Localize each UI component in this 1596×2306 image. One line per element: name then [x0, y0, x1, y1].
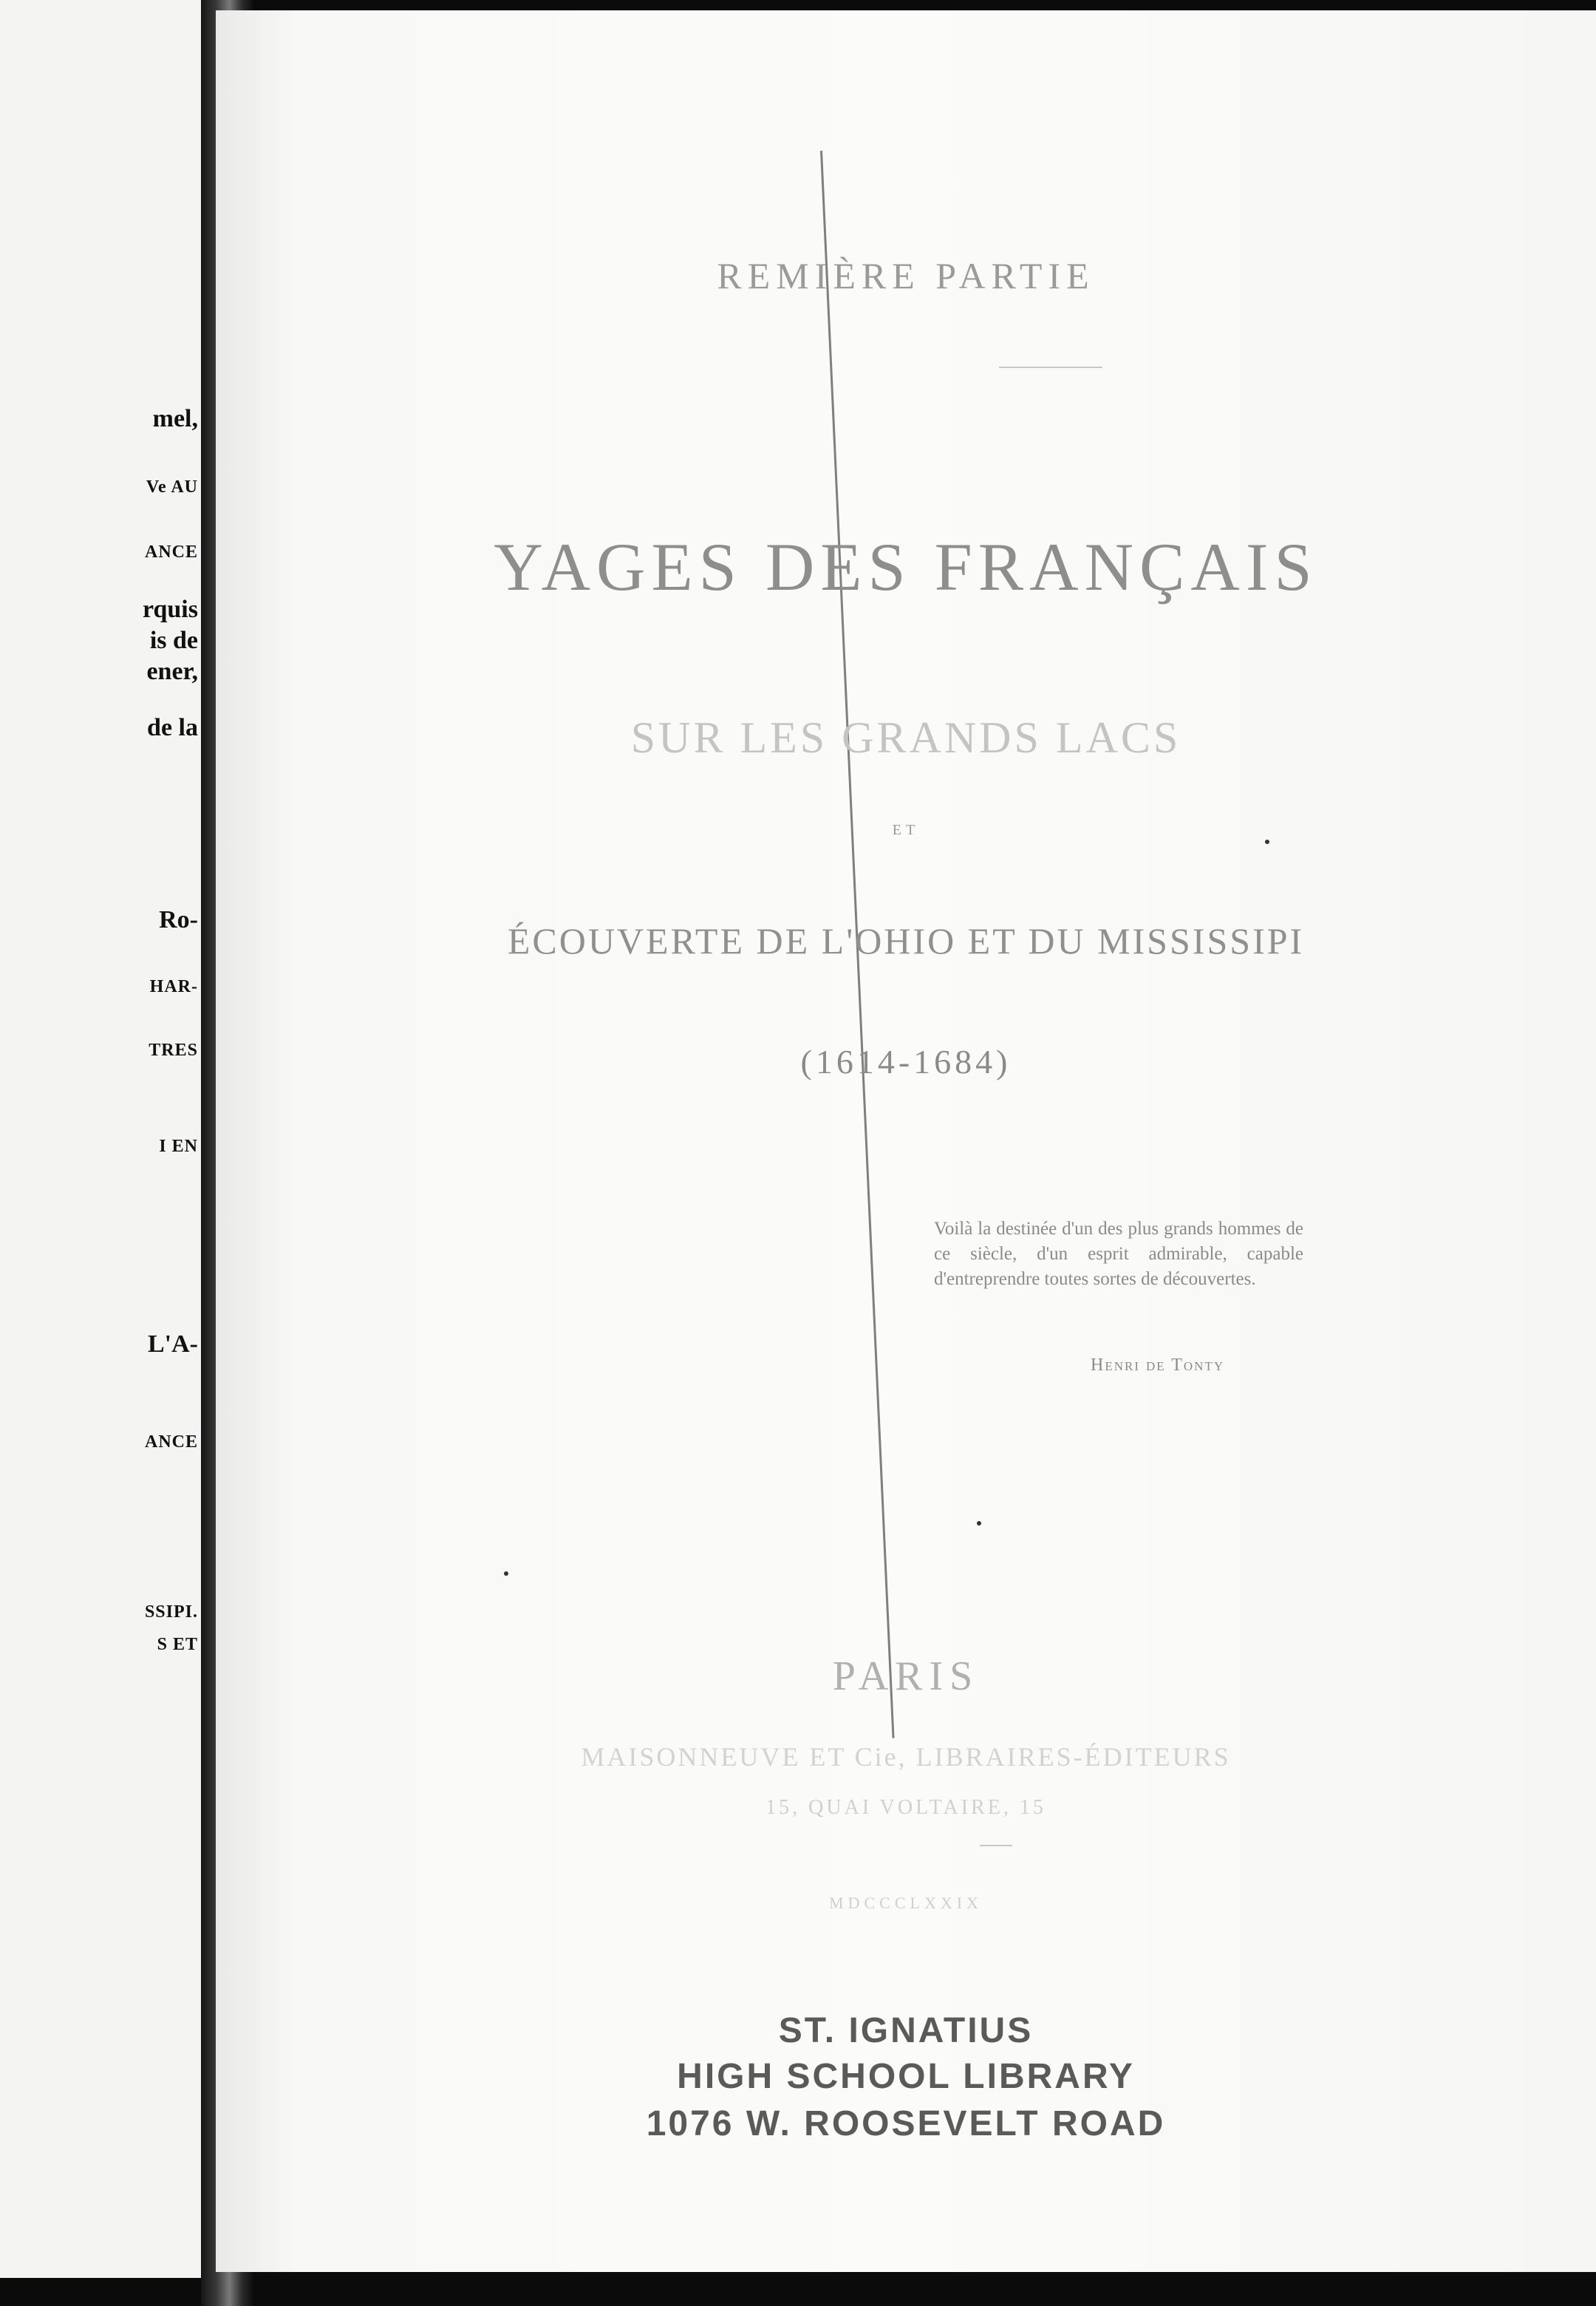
library-stamp-line: ST. IGNATIUS	[778, 2011, 1034, 2050]
library-stamp-line: 1076 W. ROOSEVELT ROAD	[646, 2104, 1166, 2143]
ink-speck	[1265, 840, 1269, 844]
epigraph-quote: Voilà la destinée d'un des plus grands hommes de ce siècle, d'un esprit admirable, capable d'entreprendre toutes sortes de découvertes.	[934, 1219, 1303, 1289]
title-page	[216, 10, 1596, 2272]
publication-city: PARIS	[832, 1653, 980, 1699]
divider	[980, 1845, 1012, 1846]
left-line: I EN	[159, 1137, 198, 1156]
discovery-title: ÉCOUVERTE DE L'OHIO ET DU MISSISSIPI	[507, 920, 1305, 962]
left-line: ener,	[146, 658, 198, 685]
left-line: rquis	[143, 596, 198, 623]
left-line: L'A-	[148, 1330, 198, 1358]
left-page	[0, 0, 201, 2278]
left-line: is de	[149, 627, 198, 654]
divider	[999, 367, 1102, 368]
main-title: YAGES DES FRANÇAIS	[494, 529, 1318, 605]
subtitle: SUR LES GRANDS LACS	[630, 713, 1181, 762]
left-line: de la	[147, 714, 198, 741]
left-line: ANCE	[144, 1432, 198, 1452]
library-stamp-line: HIGH SCHOOL LIBRARY	[677, 2057, 1135, 2096]
conjunction: ET	[892, 822, 920, 838]
left-line: Ve AU	[146, 477, 198, 497]
ink-speck	[504, 1571, 508, 1576]
left-line: TRES	[149, 1041, 198, 1060]
publication-year: MDCCCLXXIX	[829, 1894, 983, 1912]
epigraph-author: Henri de Tonty	[1091, 1356, 1225, 1375]
date-range: (1614-1684)	[800, 1043, 1012, 1081]
left-line: Ro-	[159, 906, 198, 933]
part-title: REMIÈRE PARTIE	[717, 255, 1095, 296]
left-line: SSIPI.	[144, 1602, 198, 1622]
left-line: ANCE	[144, 543, 198, 562]
left-line: HAR-	[149, 977, 198, 996]
left-line: mel,	[152, 405, 198, 432]
publisher-address: 15, QUAI VOLTAIRE, 15	[765, 1796, 1046, 1819]
ink-speck	[977, 1521, 981, 1526]
publisher-name: MAISONNEUVE ET Cie, LIBRAIRES-ÉDITEURS	[581, 1742, 1231, 1772]
left-line: S ET	[157, 1635, 198, 1654]
